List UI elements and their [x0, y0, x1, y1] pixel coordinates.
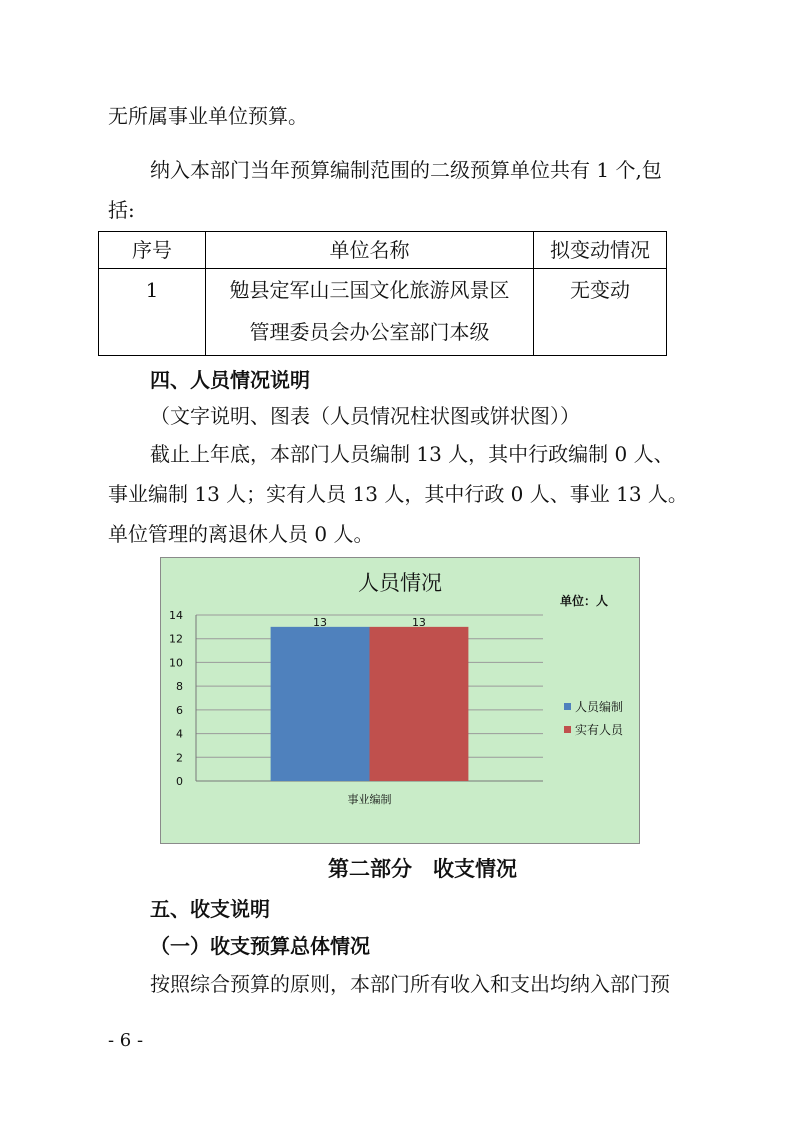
y-tick-label: 10 [169, 656, 183, 670]
cell-unit-name-line2: 管理委员会办公室部门本级 [249, 320, 490, 344]
header-change: 拟变动情况 [534, 232, 667, 269]
legend-label: 实有人员 [575, 723, 624, 737]
cell-no: 1 [99, 269, 206, 356]
y-tick-label: 2 [176, 751, 183, 765]
y-tick-label: 4 [176, 727, 183, 741]
legend-label: 人员编制 [575, 700, 624, 714]
page-number: - 6 - [108, 1030, 144, 1051]
chart-unit-note: 单位：人 [560, 594, 609, 608]
table-row [99, 269, 667, 356]
staff-chart-svg [161, 558, 639, 843]
y-tick-label: 14 [169, 609, 183, 622]
y-tick-label: 12 [169, 632, 183, 646]
paragraph-no-subordinate: 无所属事业单位预算。 [108, 104, 308, 128]
cell-unit-name [206, 269, 534, 356]
section5-heading: 五、收支说明 [150, 897, 270, 921]
header-unit-name: 单位名称 [206, 232, 534, 269]
cell-change: 无变动 [534, 269, 667, 356]
staff-chart [160, 557, 640, 844]
section4-note: （文字说明、图表（人员情况柱状图或饼状图）） [150, 404, 580, 428]
y-tick-label: 6 [176, 703, 183, 717]
part2-title: 第二部分 收支情况 [328, 857, 517, 881]
header-no: 序号 [99, 232, 206, 269]
paragraph-secondary-units-line2: 括: [108, 198, 135, 222]
bar-staff-quota [271, 627, 370, 781]
legend-swatch [564, 726, 571, 733]
section4-line2: 事业编制 13 人；实有人员 13 人，其中行政 0 人、事业 13 人。 [108, 482, 688, 506]
y-tick-label: 0 [176, 775, 183, 788]
units-table [98, 231, 667, 356]
section5-sub1: （一）收支预算总体情况 [150, 934, 370, 958]
section5-line1: 按照综合预算的原则，本部门所有收入和支出均纳入部门预 [150, 972, 670, 996]
x-tick-label: 事业编制 [347, 793, 392, 806]
y-tick-label: 8 [176, 680, 183, 694]
bar-actual-staff [370, 627, 469, 781]
table-header-row [99, 232, 667, 269]
data-label: 13 [411, 615, 426, 629]
data-label: 13 [313, 615, 328, 629]
chart-title: 人员情况 [358, 571, 442, 595]
section4-line1: 截止上年底，本部门人员编制 13 人，其中行政编制 0 人、 [150, 442, 674, 466]
legend-swatch [564, 703, 571, 710]
section4-line3: 单位管理的离退休人员 0 人。 [108, 522, 374, 546]
cell-unit-name-line1: 勉县定军山三国文化旅游风景区 [229, 278, 510, 302]
paragraph-secondary-units-line1: 纳入本部门当年预算编制范围的二级预算单位共有 1 个,包 [150, 158, 662, 182]
section4-heading: 四、人员情况说明 [150, 368, 310, 392]
